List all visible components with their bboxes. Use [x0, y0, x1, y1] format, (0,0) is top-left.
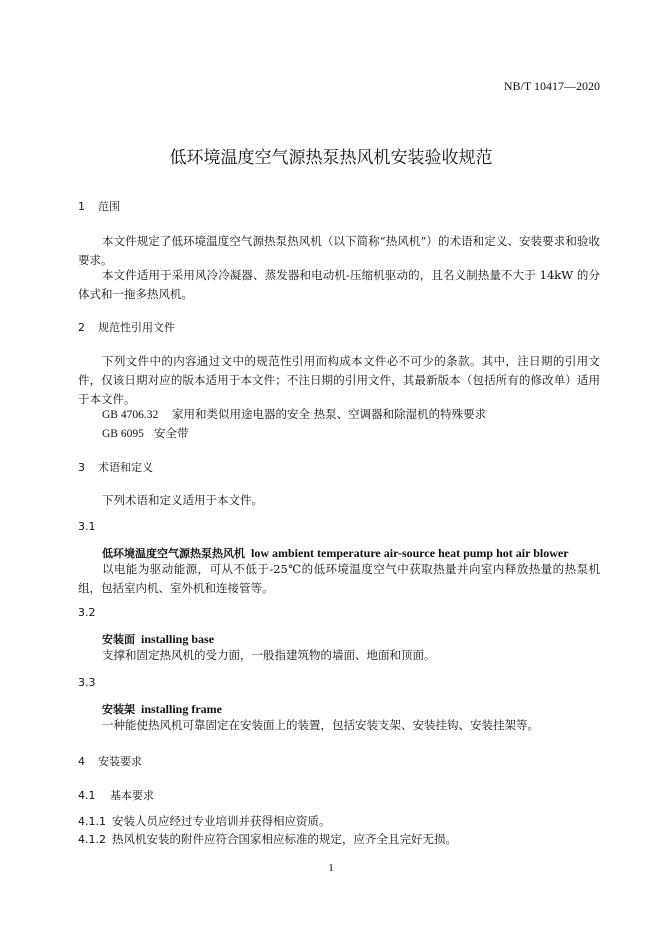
normative-reference — [102, 406, 486, 422]
item-text: 热风机安装的附件应符合国家相应标准的规定，应齐全且完好无损。 — [112, 832, 457, 846]
term-definition: 一种能使热风机可靠固定在安装面上的装置，包括安装支架、安装挂钩、安装挂架等。 — [102, 718, 539, 732]
requirement-item — [78, 813, 331, 829]
section-1-paragraph-2: 本文件适用于采用风冷冷凝器、蒸发器和电动机-压缩机驱动的，且名义制热量不大于 14kW 的分体式和一拖多热风机。 — [78, 268, 600, 301]
reference-title: 家用和类似用途电器的安全 热泵、空调器和除湿机的特殊要求 — [172, 407, 487, 421]
reference-code: GB 6095 — [102, 428, 144, 440]
subsection-4-1-heading — [78, 787, 154, 803]
term-heading — [102, 631, 214, 647]
section-3-heading — [78, 459, 153, 475]
section-title: 规范性引用文件 — [98, 321, 175, 334]
section-number: 4 — [78, 755, 85, 768]
section-2-heading — [78, 319, 175, 335]
reference-title: 安全带 — [154, 426, 189, 440]
requirement-item — [78, 831, 457, 847]
section-title: 安装要求 — [98, 755, 142, 768]
term-number: 3.1 — [78, 520, 96, 533]
section-title: 范围 — [98, 200, 120, 213]
term-chinese: 安装面 — [102, 633, 135, 646]
reference-code: GB 4706.32 — [102, 409, 159, 421]
term-number: 3.3 — [78, 676, 96, 689]
section-1-paragraph-1: 本文件规定了低环境温度空气源热泵热风机（以下简称“热风机”）的术语和定义、安装要求和验收要求。 — [78, 234, 600, 267]
section-number: 2 — [78, 321, 85, 334]
section-1-heading — [78, 198, 120, 214]
term-chinese: 安装架 — [102, 703, 135, 716]
normative-reference — [102, 425, 189, 441]
term-english: installing frame — [141, 702, 222, 716]
page-number: 1 — [328, 862, 334, 874]
section-number: 3 — [78, 461, 85, 474]
term-english: installing base — [141, 632, 215, 646]
term-heading — [102, 701, 222, 717]
item-number: 4.1.1 — [78, 815, 106, 828]
term-heading — [102, 545, 569, 561]
term-chinese: 低环境温度空气源热泵热风机 — [102, 547, 245, 560]
term-definition: 以电能为驱动能源，可从不低于-25℃的低环境温度空气中获取热量并向室内释放热量的热泵机组，包括室内机、室外机和连接管等。 — [78, 562, 600, 595]
document-title: 低环境温度空气源热泵热风机安装验收规范 — [169, 148, 493, 168]
term-number: 3.2 — [78, 606, 96, 619]
term-definition: 支撑和固定热风机的受力面，一般指建筑物的墙面、地面和顶面。 — [102, 648, 436, 662]
section-2-paragraph: 下列文件中的内容通过文中的规范性引用而构成本文件必不可少的条款。其中，注日期的引用文件，仅该日期对应的版本适用于本文件；不注日期的引用文件，其最新版本（包括所有的修改单）适用于本文件。 — [78, 354, 600, 406]
item-text: 安装人员应经过专业培训并获得相应资质。 — [112, 814, 331, 828]
subsection-number: 4.1 — [78, 789, 96, 802]
term-english: low ambient temperature air-source heat pump hot air blower — [251, 546, 569, 560]
section-4-heading — [78, 753, 142, 769]
subsection-title: 基本要求 — [110, 789, 154, 802]
section-3-intro: 下列术语和定义适用于本文件。 — [102, 493, 263, 507]
section-number: 1 — [78, 200, 85, 213]
standard-code: NB/T 10417—2020 — [503, 79, 600, 93]
item-number: 4.1.2 — [78, 833, 106, 846]
section-title: 术语和定义 — [98, 461, 153, 474]
